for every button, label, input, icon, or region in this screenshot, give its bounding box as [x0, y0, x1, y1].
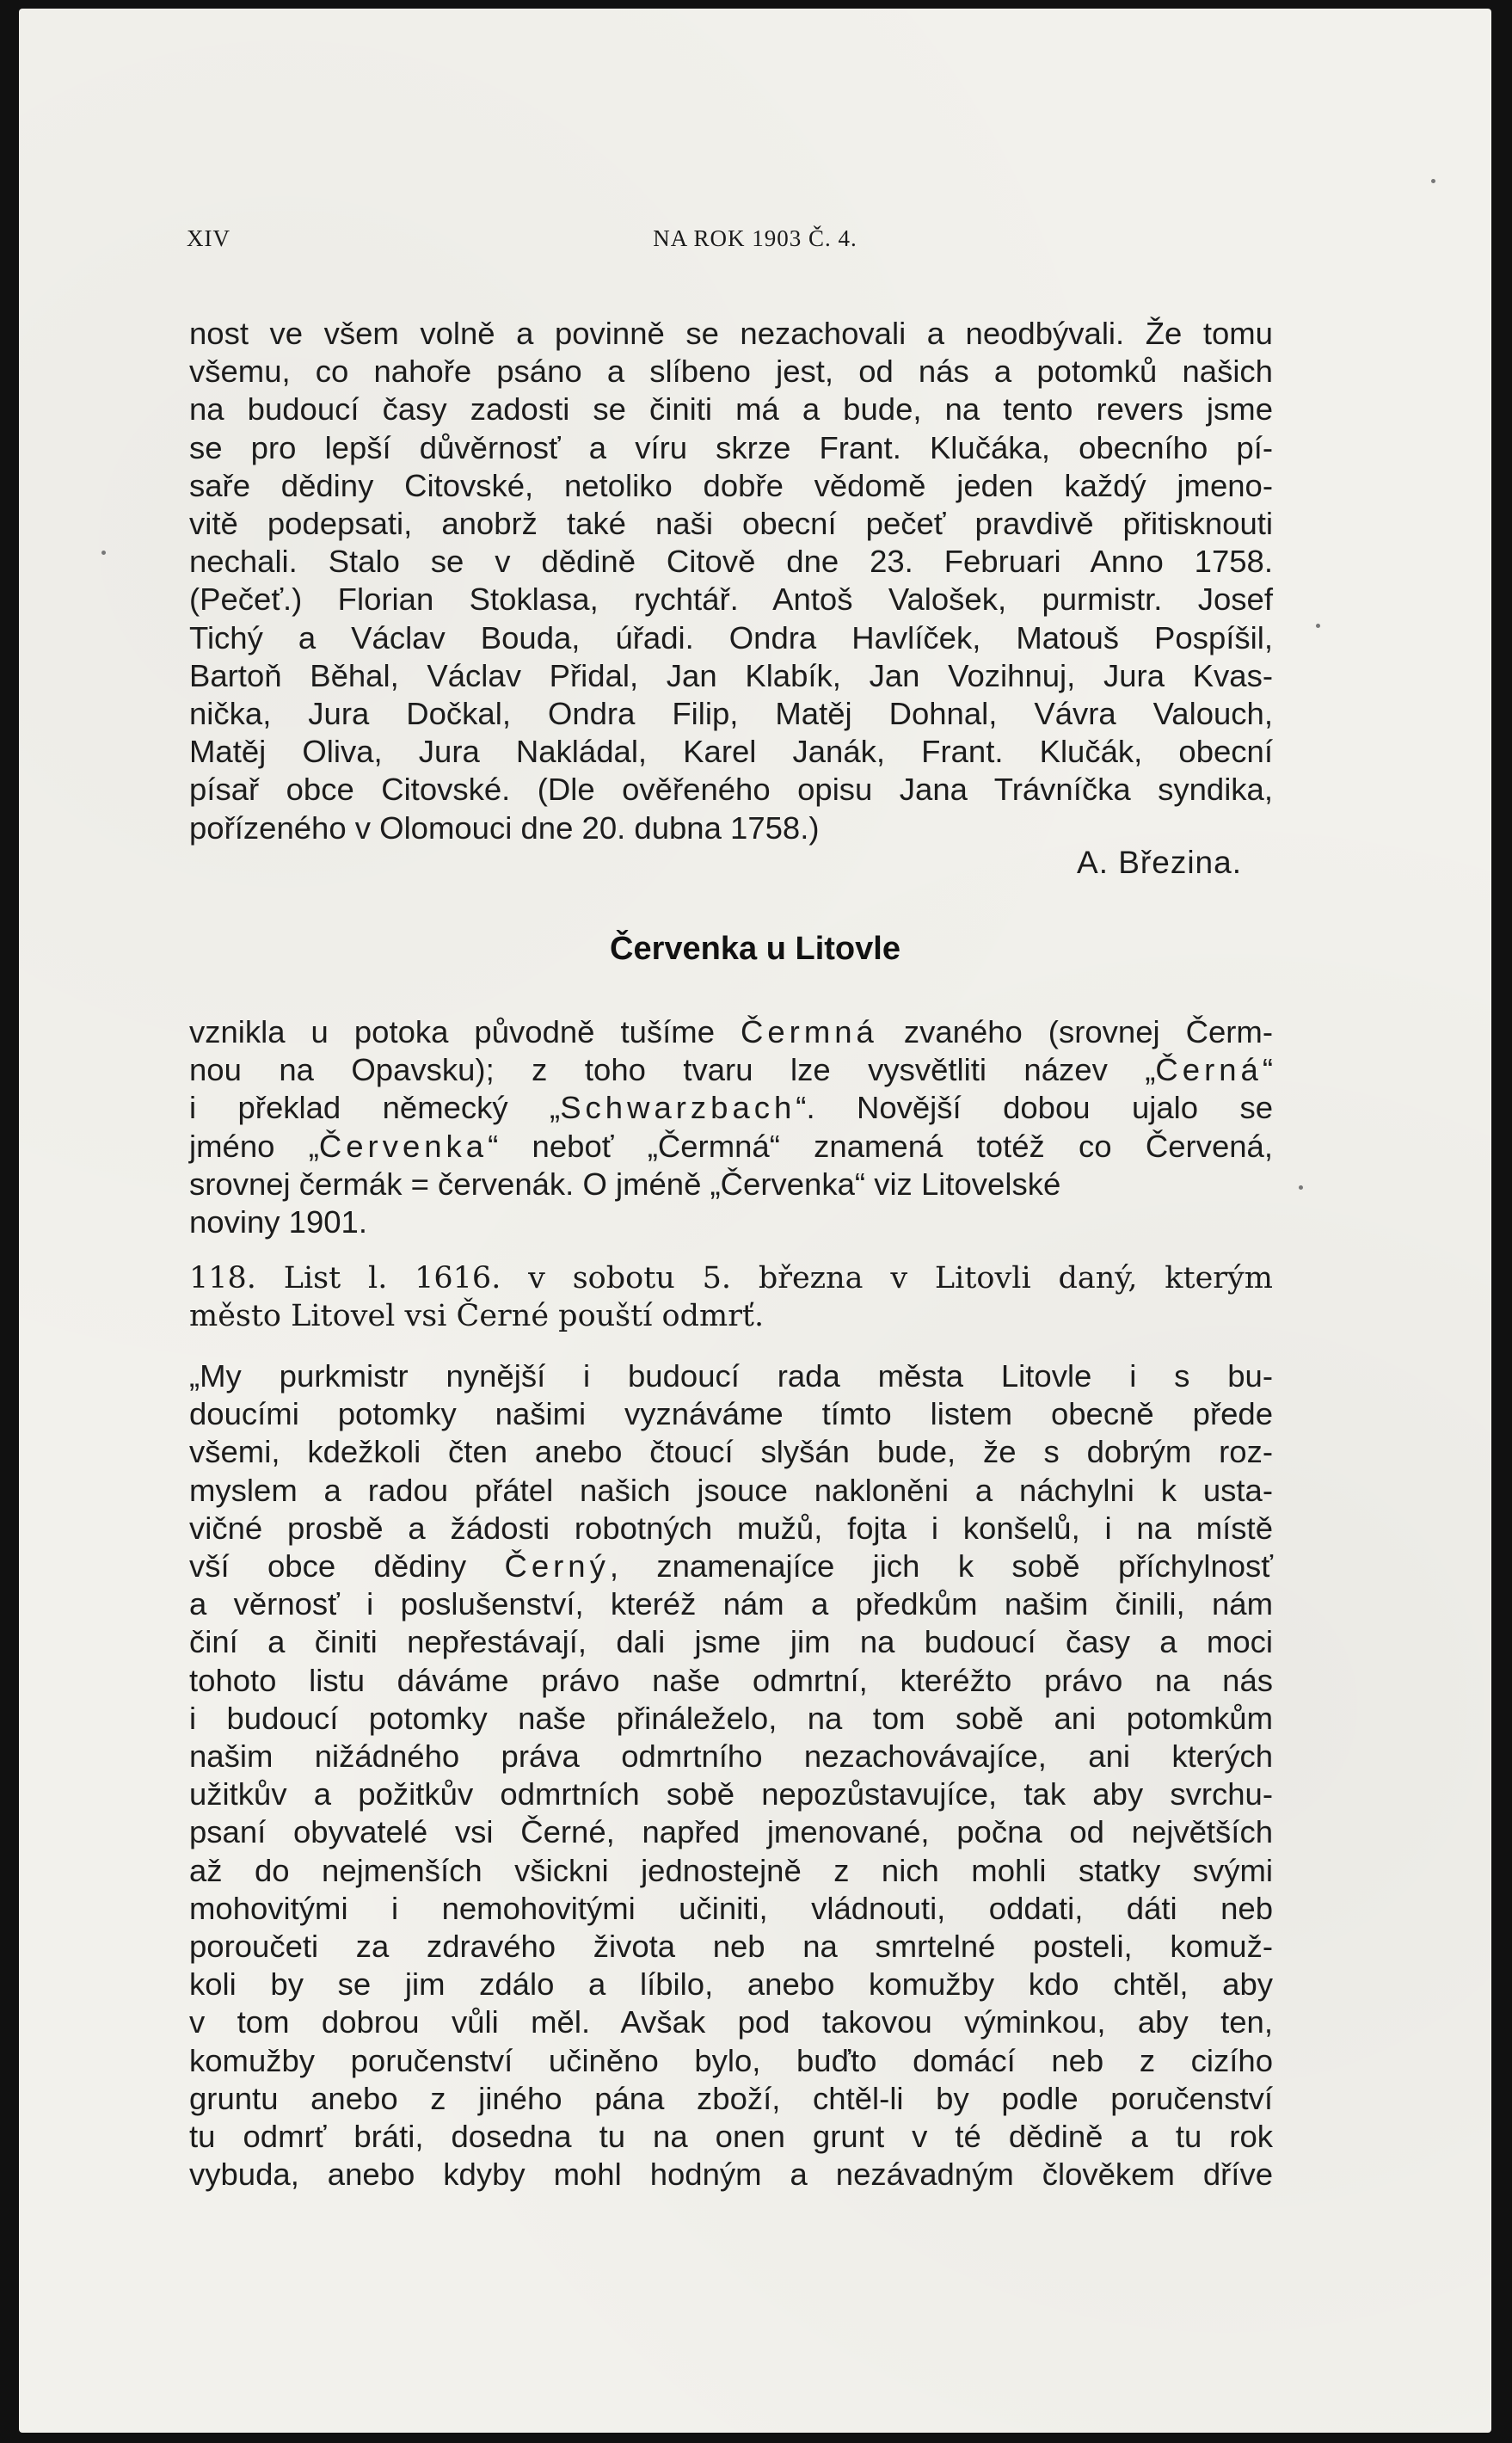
text-line: se pro lepší důvěrnosť a víru skrze Frant. Klučáka, obecního pí- [189, 429, 1273, 465]
text-line: na budoucí časy zadosti se činiti má a bude, na tento revers jsme [189, 391, 1273, 428]
text-line [189, 1089, 1273, 1127]
text-segment: našim nižádného práva odmrtního nezachovávajíce, ani kterých [189, 1738, 1273, 1775]
text-segment: vybuda, anebo kdyby mohl hodným a nezávadným člověkem dříve [189, 2157, 1273, 2193]
text-segment: činí a činiti nepřestávají, dali jsme jim na budoucí časy a moci [189, 1624, 1273, 1660]
text-line [189, 1966, 1273, 2003]
text-line [189, 1738, 1273, 1775]
text-line: 118. List l. 1616. v sobotu 5. března v Litovli daný, kterým [189, 1261, 1273, 1295]
document-heading [189, 1259, 1273, 1335]
text-segment: nou na Opavsku); z toho tvaru lze vysvětliti název „ [189, 1052, 1156, 1088]
text-segment: tohoto listu dáváme právo naše odmrtní, kteréžto právo na nás [189, 1662, 1273, 1698]
text-line [189, 1585, 1273, 1623]
revers-paragraph [189, 315, 1273, 847]
text-line [189, 2042, 1273, 2080]
spaced-term: Schwarzbach [560, 1090, 796, 1126]
section-title: Červenka u Litovle [610, 931, 900, 967]
running-title: NA ROK 1903 Č. 4. [653, 225, 857, 251]
margin-speck [1431, 179, 1435, 183]
text-line [189, 2003, 1273, 2041]
text-segment: noviny 1901. [189, 1204, 367, 1240]
text-segment: tu odmrť bráti, dosedna tu na onen grunt v té dědině a tu rok [189, 2119, 1273, 2155]
text-segment: poroučeti za zdravého života neb na smrtelné posteli, komuž- [189, 1929, 1273, 1965]
text-segment: vičné prosbě a žádosti robotných mužů, fojta i konšelů, i na místě [189, 1510, 1273, 1546]
text-line [189, 2080, 1273, 2118]
cervenka-paragraph [189, 1013, 1273, 1241]
margin-speck [1299, 1185, 1303, 1190]
text-line [189, 1510, 1273, 1548]
text-line [189, 1472, 1273, 1510]
spaced-term: Červenka [318, 1128, 489, 1164]
text-line: Matěj Oliva, Jura Nakládal, Karel Janák, Frant. Klučák, obecní [189, 734, 1273, 770]
text-line [189, 1890, 1273, 1928]
margin-speck [101, 551, 106, 555]
text-line: písař obce Citovské. (Dle ověřeného opisu Jana Trávníčka syndika, [189, 772, 1273, 808]
text-segment: vší obce dědiny [189, 1548, 505, 1585]
text-line [189, 1128, 1273, 1166]
text-segment: v tom dobrou vůli měl. Avšak pod takovou výminkou, aby ten, [189, 2004, 1273, 2040]
text-segment: i překlad německý „ [189, 1090, 561, 1126]
text-line: město Litovel vsi Černé pouští odmrť. [189, 1299, 765, 1334]
text-line [189, 1662, 1273, 1700]
text-segment: všemi, kdežkoli čten anebo čtoucí slyšán bude, že s dobrým roz- [189, 1434, 1273, 1470]
text-line: nost ve všem volně a povinně se nezachovali a neodbývali. Že tomu [189, 316, 1273, 351]
text-segment: “ [1262, 1052, 1273, 1088]
spaced-term: Černý [504, 1548, 610, 1585]
text-line [189, 1433, 1273, 1471]
text-line [189, 1623, 1273, 1661]
text-segment: až do nejmenších všickni jednostejně z nich mohli statky svými [189, 1852, 1273, 1888]
text-line [189, 1813, 1273, 1851]
text-line [189, 1203, 1273, 1241]
text-segment: komužby poručenství učiněno bylo, buďto domácí neb z cizího [189, 2042, 1273, 2078]
text-line [189, 1548, 1273, 1585]
text-segment: , znamenajíce jich k sobě příchylnosť [609, 1548, 1273, 1585]
book-page [19, 9, 1491, 2433]
text-segment: psaní obyvatelé vsi Černé, napřed jmenované, počna od největších [189, 1814, 1273, 1850]
text-line [189, 1700, 1273, 1738]
text-line [189, 1775, 1273, 1813]
spaced-term: Černá [1155, 1052, 1263, 1088]
text-segment: “ neboť „Čermná“ znamená totéž co Červená, [488, 1128, 1273, 1164]
margin-speck [1316, 624, 1320, 628]
page-number: XIV [187, 225, 230, 251]
text-segment: srovnej čermák = červenák. O jméně „Červenka“ viz Litovelské [189, 1166, 1061, 1202]
text-segment: mohovitými i nemohovitými učiniti, vládnouti, oddati, dáti neb [189, 1890, 1273, 1926]
text-line [189, 1357, 1273, 1395]
spaced-term: Čermná [741, 1014, 878, 1049]
text-segment: jméno „ [189, 1128, 319, 1164]
text-segment: myslem a radou přátel našich jsouce nakloněni a náchylni k usta- [189, 1472, 1273, 1508]
text-line: Tichý a Václav Bouda, úřadi. Ondra Havlíček, Matouš Pospíšil, [189, 619, 1273, 655]
text-segment: vznikla u potoka původně tušíme [189, 1014, 741, 1049]
text-line [189, 1013, 1273, 1051]
text-segment: koli by se jim zdálo a líbilo, anebo komužby kdo chtěl, aby [189, 1966, 1273, 2003]
text-line: pořízeného v Olomouci dne 20. dubna 1758.) [189, 809, 820, 846]
text-segment: užitkův a požitkův odmrtních sobě nepozůstavujíce, tak aby svrchu- [189, 1776, 1273, 1812]
running-head [187, 225, 1324, 260]
text-line [189, 2156, 1273, 2194]
author-signature: A. Březina. [1077, 845, 1242, 880]
text-line: Bartoň Běhal, Václav Přidal, Jan Klabík, Jan Vozihnuj, Jura Kvas- [189, 657, 1273, 693]
charter-quote [189, 1357, 1273, 2194]
text-line: nechali. Stalo se v dědině Citově dne 23. Februari Anno 1758. [189, 544, 1273, 580]
text-line [189, 1852, 1273, 1890]
text-line [189, 1928, 1273, 1966]
text-segment: “. Novější dobou ujalo se [796, 1090, 1274, 1126]
text-segment: zvaného (srovnej Čerm- [877, 1014, 1273, 1049]
text-line: nička, Jura Dočkal, Ondra Filip, Matěj Dohnal, Vávra Valouch, [189, 696, 1273, 732]
text-line [189, 1051, 1273, 1089]
text-segment: „My purkmistr nynější i budoucí rada města Litovle i s bu- [189, 1358, 1273, 1394]
text-line: saře dědiny Citovské, netoliko dobře vědomě jeden každý jmeno- [189, 467, 1273, 503]
text-line [189, 1395, 1273, 1433]
text-line: vitě podepsati, anobrž také naši obecní pečeť pravdivě přitisknouti [189, 506, 1273, 542]
text-line [189, 1166, 1273, 1203]
text-segment: doucími potomky našimi vyznáváme tímto listem obecně přede [189, 1396, 1273, 1432]
text-segment: gruntu anebo z jiného pána zboží, chtěl-li by podle poručenství [189, 2080, 1273, 2116]
text-line: všemu, co nahoře psáno a slíbeno jest, od nás a potomků našich [189, 354, 1273, 390]
text-segment: a věrnosť i poslušenství, kteréž nám a předkům našim činili, nám [189, 1586, 1273, 1622]
text-line: (Pečeť.) Florian Stoklasa, rychtář. Antoš Valošek, purmistr. Josef [189, 582, 1273, 618]
text-line [189, 2118, 1273, 2156]
text-segment: i budoucí potomky naše přináleželo, na tom sobě ani potomkům [189, 1700, 1273, 1736]
